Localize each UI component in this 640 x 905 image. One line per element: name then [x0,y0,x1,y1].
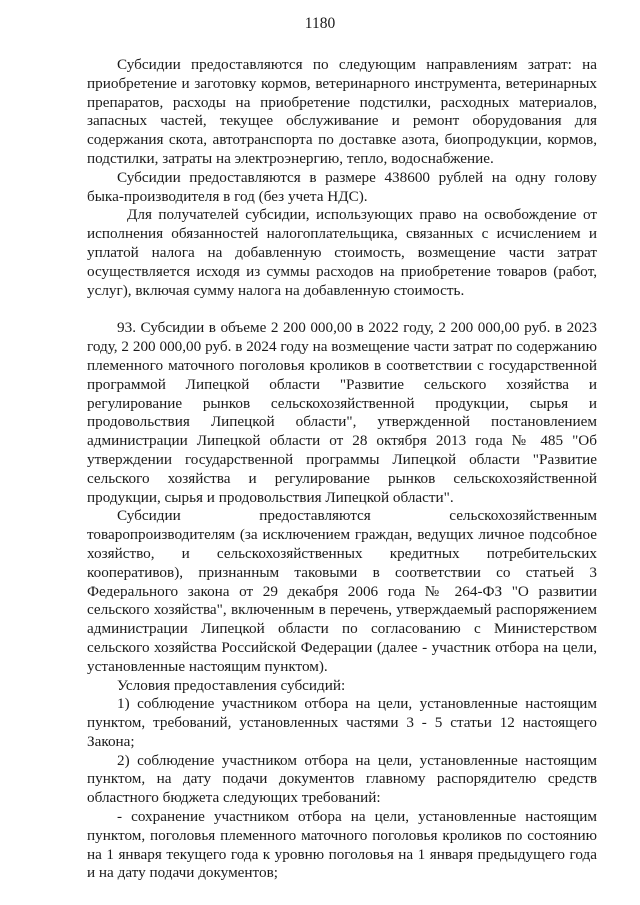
document-body [87,56,597,883]
paragraph-vat-exemption: Для получателей субсидии, использующих право на освобождение от исполнения обязанностей налогоплательщика, связанных с исчислением и уплатой налога на добавленную стоимость, возмещение части затрат осуществляется исходя из суммы расходов на приобретение товаров (работ, услуг), включая сумму налога на добавленную стоимость. [87,206,597,299]
paragraph-subsidy-directions: Субсидии предоставляются по следующим направлениям затрат: на приобретение и заготовку кормов, ветеринарного инструмента, ветеринарных препаратов, расходы на приобретение подстилки, расходных материалов, запасных частей, текущее обслуживание и ремонт оборудования для содержания скота, автотранспорта по доставке азота, биопродукции, кормов, подстилки, затраты на электроэнергию, тепло, водоснабжение. [87,56,597,167]
paragraph-condition-1: 1) соблюдение участником отбора на цели, установленные настоящим пунктом, требований, установленных частями 3 - 5 статьи 12 настоящего Закона; [87,695,597,750]
paragraph-condition-2: 2) соблюдение участником отбора на цели, установленные настоящим пунктом, на дату подачи документов главному распорядителю средств областного бюджета следующих требований: [87,751,597,807]
paragraph-conditions-heading: Условия предоставления субсидий: [117,676,346,694]
paragraph-recipients: Субсидии предоставляются сельскохозяйственным товаропроизводителям (за исключением граждан, ведущих личное подсобное хозяйство, и сельскохозяйственных кредитных потребительских кооперативов), признанным таковыми в соответствии со статьей 3 Федерального закона от 29 декабря 2006 года № 264-ФЗ "О развитии сельского хозяйства", включенным в перечень, утверждаемый распоряжением администрации Липецкой области по согласованию с Министерством сельского хозяйства Российской Федерации (далее - участник отбора на цели, установленные настоящим пунктом). [87,507,597,675]
paragraph-condition-2-item: - сохранение участником отбора на цели, установленные настоящим пунктом, поголовья племенного маточного поголовья кроликов по состоянию на 1 января текущего года к уровню поголовья на 1 января предыдущего года и на дату подачи документов; [87,808,597,882]
paragraph-item-93: 93. Субсидии в объеме 2 200 000,00 в 2022 году, 2 200 000,00 руб. в 2023 году, 2 200 000,00 руб. в 2024 году на возмещение части затрат по содержанию племенного маточного поголовья кроликов в соответствии с государственной программой Липецкой области "Развитие сельского хозяйства и регулирование рынков сельскохозяйственной продукции, сырья и продовольствия Липецкой области", утвержденной постановлением администрации Липецкой области от 28 октября 2013 года № 485 "Об утверждении государственной программы Липецкой области "Развитие сельского хозяйства и регулирование рынков сельскохозяйственной продукции, сырья и продовольствия Липецкой области". [87,319,597,506]
paragraph-subsidy-amount: Субсидии предоставляются в размере 438600 рублей на одну голову быка-производителя в год (без учета НДС). [87,168,597,205]
page-number: 1180 [304,15,336,32]
